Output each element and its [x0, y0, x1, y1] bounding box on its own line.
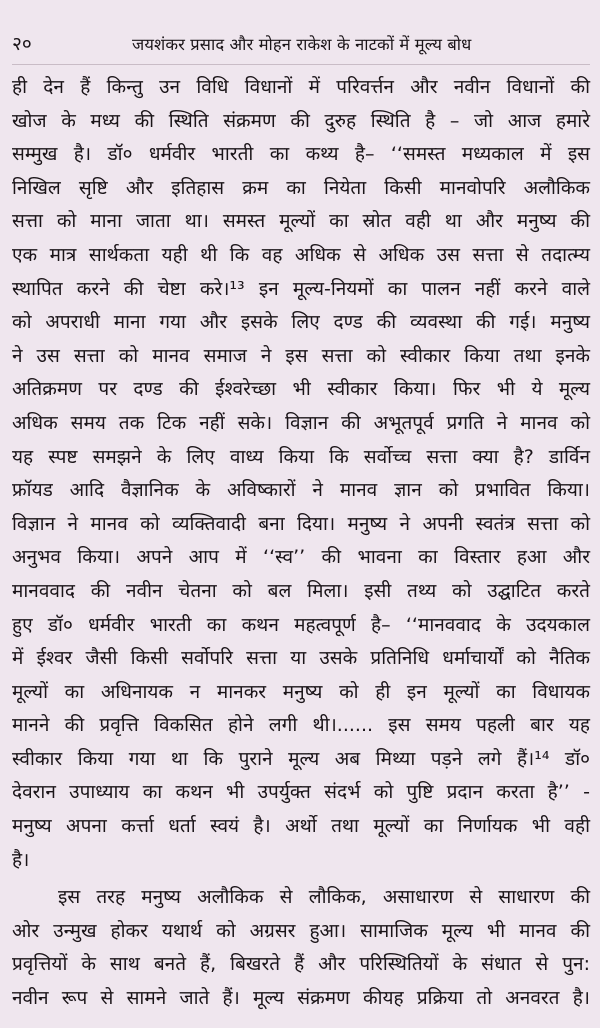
text-line: मानववाद की नवीन चेतना को बल मिला। इसी तथ्य को उद्घाटित करते — [12, 579, 590, 602]
running-header-title: जयशंकर प्रसाद और मोहन राकेश के नाटकों में मूल्य बोध — [132, 35, 472, 54]
paragraph-1 — [12, 71, 590, 877]
text-line: विज्ञान ने मानव को व्यक्तिवादी बना दिया। मनुष्य ने अपनी स्वतंत्र सत्ता को — [12, 512, 590, 535]
text-line: मानने की प्रवृत्ति विकसित होने लगी थी।...... इस समय पहली बार यह — [12, 714, 590, 737]
text-line: फ्रॉयड आदि वैज्ञानिक के अविष्कारों ने मानव ज्ञान को प्रभावित किया। — [12, 479, 590, 502]
text-line: में ईश्वर जैसी किसी सर्वोपरि सत्ता या उसके प्रतिनिधि धर्माचार्यों को नैतिक — [12, 647, 590, 670]
text-line: एक मात्र सार्थकता यही थी कि वह अधिक से अधिक उस सत्ता से तदात्म्य — [12, 243, 590, 266]
text-line: सम्मुख है। डॉ० धर्मवीर भारती का कथ्य है– ‘‘समस्त मध्यकाल में इस — [12, 143, 590, 166]
text-line: स्थापित करने की चेष्टा करे।¹³ इन मूल्य-नियमों का पालन नहीं करने वाले — [12, 277, 590, 300]
text-line: इस तरह मनुष्य अलौकिक से लौकिक, असाधारण से साधारण की — [58, 886, 590, 909]
text-line: अतिक्रमण पर दण्ड की ईश्वरेच्छा भी स्वीकार किया। फिर भी ये मूल्य — [12, 378, 590, 401]
text-line: यह स्पष्ट समझने के लिए वाध्य किया कि सर्वोच्च सत्ता क्या है? डार्विन — [12, 445, 590, 468]
paragraph-2 — [12, 881, 590, 1015]
text-line: ने उस सत्ता को मानव समाज ने इस सत्ता को स्वीकार किया तथा इनके — [12, 344, 590, 367]
text-line: देवरान उपाध्याय का कथन भी उपर्युक्त संदर्भ को पुष्टि प्रदान करता है’’ - — [12, 781, 590, 804]
text-line: सत्ता को माना जाता था। समस्त मूल्यों का स्रोत वही था और मनुष्य की — [12, 210, 590, 233]
text-line: प्रवृत्तियों के साथ बनते हैं, बिखरते हैं और परिस्थितियों के संधात से पुन: — [12, 953, 590, 976]
running-header — [12, 30, 590, 65]
text-line: को अपराधी माना गया और इसके लिए दण्ड की व्यवस्था की गई। मनुष्य — [12, 311, 590, 334]
text-line: अनुभव किया। अपने आप में ‘‘स्व’’ की भावना का विस्तार हआ और — [12, 546, 590, 569]
text-line: हुए डॉ० धर्मवीर भारती का कथन महत्वपूर्ण है– ‘‘मानववाद के उदयकाल — [12, 613, 590, 636]
text-line: ओर उन्मुख होकर यथार्थ को अग्रसर हुआ। सामाजिक मूल्य भी मानव की — [12, 919, 590, 942]
text-line: है। — [12, 848, 30, 871]
text-line: ही देन हैं किन्तु उन विधि विधानों में परिवर्त्तन और नवीन विधानों की — [12, 76, 590, 98]
text-line: नवीन रूप से सामने जाते हैं। मूल्य संक्रमण कीयह प्रक्रिया तो अनवरत है। — [12, 987, 590, 1010]
text-line: स्वीकार किया गया था कि पुराने मूल्य अब मिथ्या पड़ने लगे हैं।¹⁴ डॉ० — [12, 747, 590, 770]
text-line: मनुष्य अपना कर्त्ता धर्ता स्वयं है। अर्थो तथा मूल्यों का निर्णायक भी वही — [12, 815, 590, 838]
text-line: मूल्यों का अधिनायक न मानकर मनुष्य को ही इन मूल्यों का विधायक — [12, 680, 590, 703]
text-line: खोज के मध्य की स्थिति संक्रमण की दुरुह स्थिति है – जो आज हमारे — [12, 109, 590, 132]
text-line: निखिल सृष्टि और इतिहास क्रम का नियेता किसी मानवोपरि अलौकिक — [12, 176, 590, 199]
page-number: २० — [12, 33, 32, 55]
text-line: अधिक समय तक टिक नहीं सके। विज्ञान की अभूतपूर्व प्रगति ने मानव को — [12, 411, 590, 434]
